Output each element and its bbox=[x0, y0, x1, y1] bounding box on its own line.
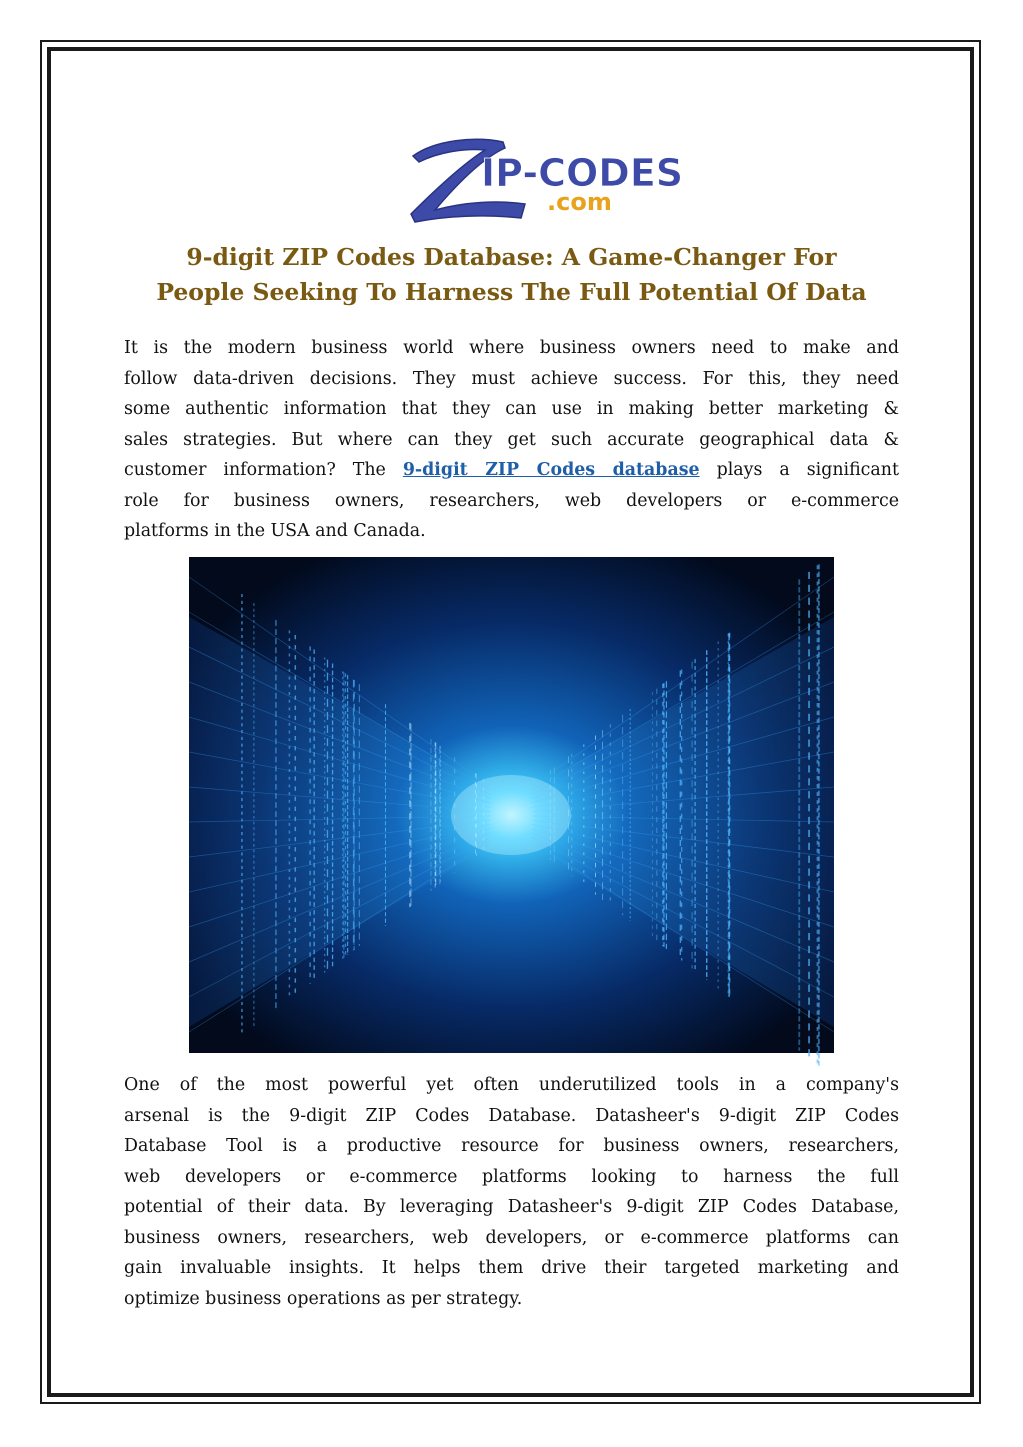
intro-line-2: follow data-driven decisions. They must achieve success. For this, they need bbox=[124, 368, 899, 389]
intro-line-5 bbox=[124, 455, 899, 486]
intro-line-5-start: customer information? The bbox=[124, 460, 403, 480]
zip-codes-database-link[interactable]: 9-digit ZIP Codes database bbox=[402, 460, 700, 480]
intro-line-3: some authentic information that they can use in making better marketing & bbox=[124, 399, 899, 419]
title-line-1: 9-digit ZIP Codes Database: A Game-Changer For bbox=[186, 243, 837, 271]
logo-wordmark: IP-CODES bbox=[481, 151, 684, 195]
body-line-6: business owners, researchers, web developers, or e-commerce platforms can bbox=[124, 1227, 899, 1248]
article-title bbox=[124, 240, 899, 310]
body-line-3: Database Tool is a productive resource for business owners, researchers, bbox=[124, 1136, 899, 1156]
intro-line-4: sales strategies. But where can they get such accurate geographical data & bbox=[124, 429, 899, 450]
body-line-5: potential of their data. By leveraging Datasheer's 9-digit ZIP Codes Database, bbox=[124, 1197, 899, 1217]
logo-suffix: .com bbox=[547, 188, 612, 216]
data-corridor-graphic bbox=[189, 557, 834, 1053]
body-line-2: arsenal is the 9-digit ZIP Codes Database. Datasheer's 9-digit ZIP Codes bbox=[124, 1105, 899, 1126]
intro-line-5-end: plays a significant bbox=[699, 460, 899, 480]
body-line-7: gain invaluable insights. It helps them drive their targeted marketing and bbox=[124, 1258, 899, 1278]
intro-line-6: role for business owners, researchers, web developers or e-commerce bbox=[124, 490, 899, 511]
body-line-4: web developers or e-commerce platforms looking to harness the full bbox=[124, 1166, 899, 1187]
intro-line-1: It is the modern business world where business owners need to make and bbox=[124, 338, 899, 358]
intro-line-7: platforms in the USA and Canada. bbox=[124, 521, 426, 541]
body-line-1: One of the most powerful yet often underutilized tools in a company's bbox=[124, 1075, 899, 1095]
body-paragraph bbox=[124, 1070, 899, 1314]
intro-paragraph bbox=[124, 333, 899, 547]
body-line-8: optimize business operations as per strategy. bbox=[124, 1288, 523, 1309]
data-corridor-image bbox=[189, 557, 834, 1053]
title-line-2: People Seeking To Harness The Full Potential Of Data bbox=[156, 278, 867, 306]
zip-codes-logo bbox=[405, 118, 684, 224]
